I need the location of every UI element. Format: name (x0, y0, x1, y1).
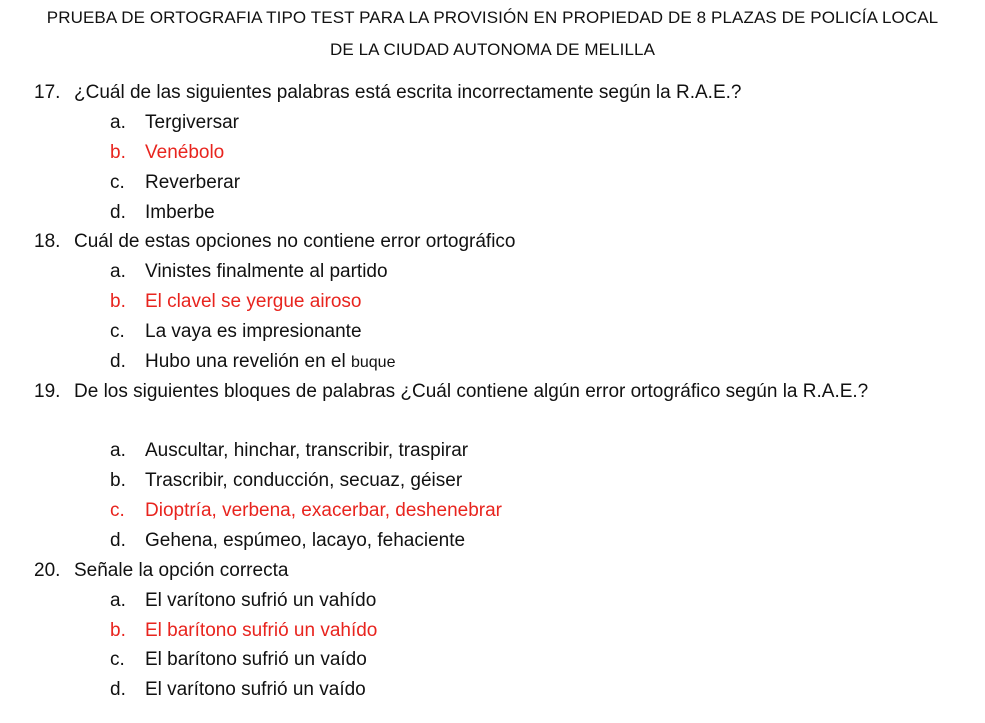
option-letter: c. (110, 649, 125, 670)
document-title-line-1: PRUEBA DE ORTOGRAFIA TIPO TEST PARA LA PROVISIÓN EN PROPIEDAD DE 8 PLAZAS DE POLICÍA LOCAL (46, 8, 939, 27)
option-text: El clavel se yergue airoso (145, 291, 362, 312)
option-letter: b. (110, 470, 126, 491)
question-text: Señale la opción correcta (74, 560, 289, 581)
option-text-main: Hubo una revelión en el (145, 351, 351, 372)
option-letter: b. (110, 142, 126, 163)
question-number: 20. (34, 560, 61, 581)
option-text: Tergiversar (145, 112, 239, 133)
option-letter: c. (110, 500, 125, 521)
option-text: El varítono sufrió un vaído (145, 679, 366, 700)
question-number: 19. (34, 381, 61, 402)
option-text-small: buque (350, 354, 396, 371)
option-text: Reverberar (145, 172, 241, 193)
option-text: Gehena, espúmeo, lacayo, fehaciente (145, 530, 466, 551)
question-text: De los siguientes bloques de palabras ¿Cuál contiene algún error ortográfico según la R.A.E.? (74, 381, 869, 402)
option-text: Venébolo (145, 142, 225, 163)
option-letter: c. (110, 321, 125, 342)
question-number: 17. (34, 82, 61, 103)
document-title-line-2: DE LA CIUDAD AUTONOMA DE MELILLA (329, 40, 656, 59)
option-letter: a. (110, 112, 126, 133)
question-number: 18. (34, 231, 61, 252)
option-letter: d. (110, 530, 126, 551)
option-letter: d. (110, 202, 126, 223)
option-text: El barítono sufrió un vaído (145, 649, 367, 670)
option-text: La vaya es impresionante (145, 321, 362, 342)
option-text: Dioptría, verbena, exacerbar, deshenebrar (145, 500, 502, 521)
option-text: El varítono sufrió un vahído (145, 590, 377, 611)
option-text: Imberbe (145, 202, 215, 223)
option-text: El barítono sufrió un vahído (145, 620, 378, 641)
option-letter: b. (110, 291, 126, 312)
option-text: Auscultar, hinchar, transcribir, traspirar (145, 440, 469, 461)
option-letter: a. (110, 590, 126, 611)
option-text: Trascribir, conducción, secuaz, géiser (145, 470, 463, 491)
option-text: Vinistes finalmente al partido (145, 261, 388, 282)
option-letter: b. (110, 620, 126, 641)
option-letter: a. (110, 440, 126, 461)
question-text: Cuál de estas opciones no contiene error ortográfico (74, 231, 516, 252)
option-letter: d. (110, 351, 126, 372)
option-letter: d. (110, 679, 126, 700)
option-letter: c. (110, 172, 125, 193)
question-text: ¿Cuál de las siguientes palabras está escrita incorrectamente según la R.A.E.? (74, 82, 742, 103)
option-text (145, 350, 395, 375)
option-letter: a. (110, 261, 126, 282)
